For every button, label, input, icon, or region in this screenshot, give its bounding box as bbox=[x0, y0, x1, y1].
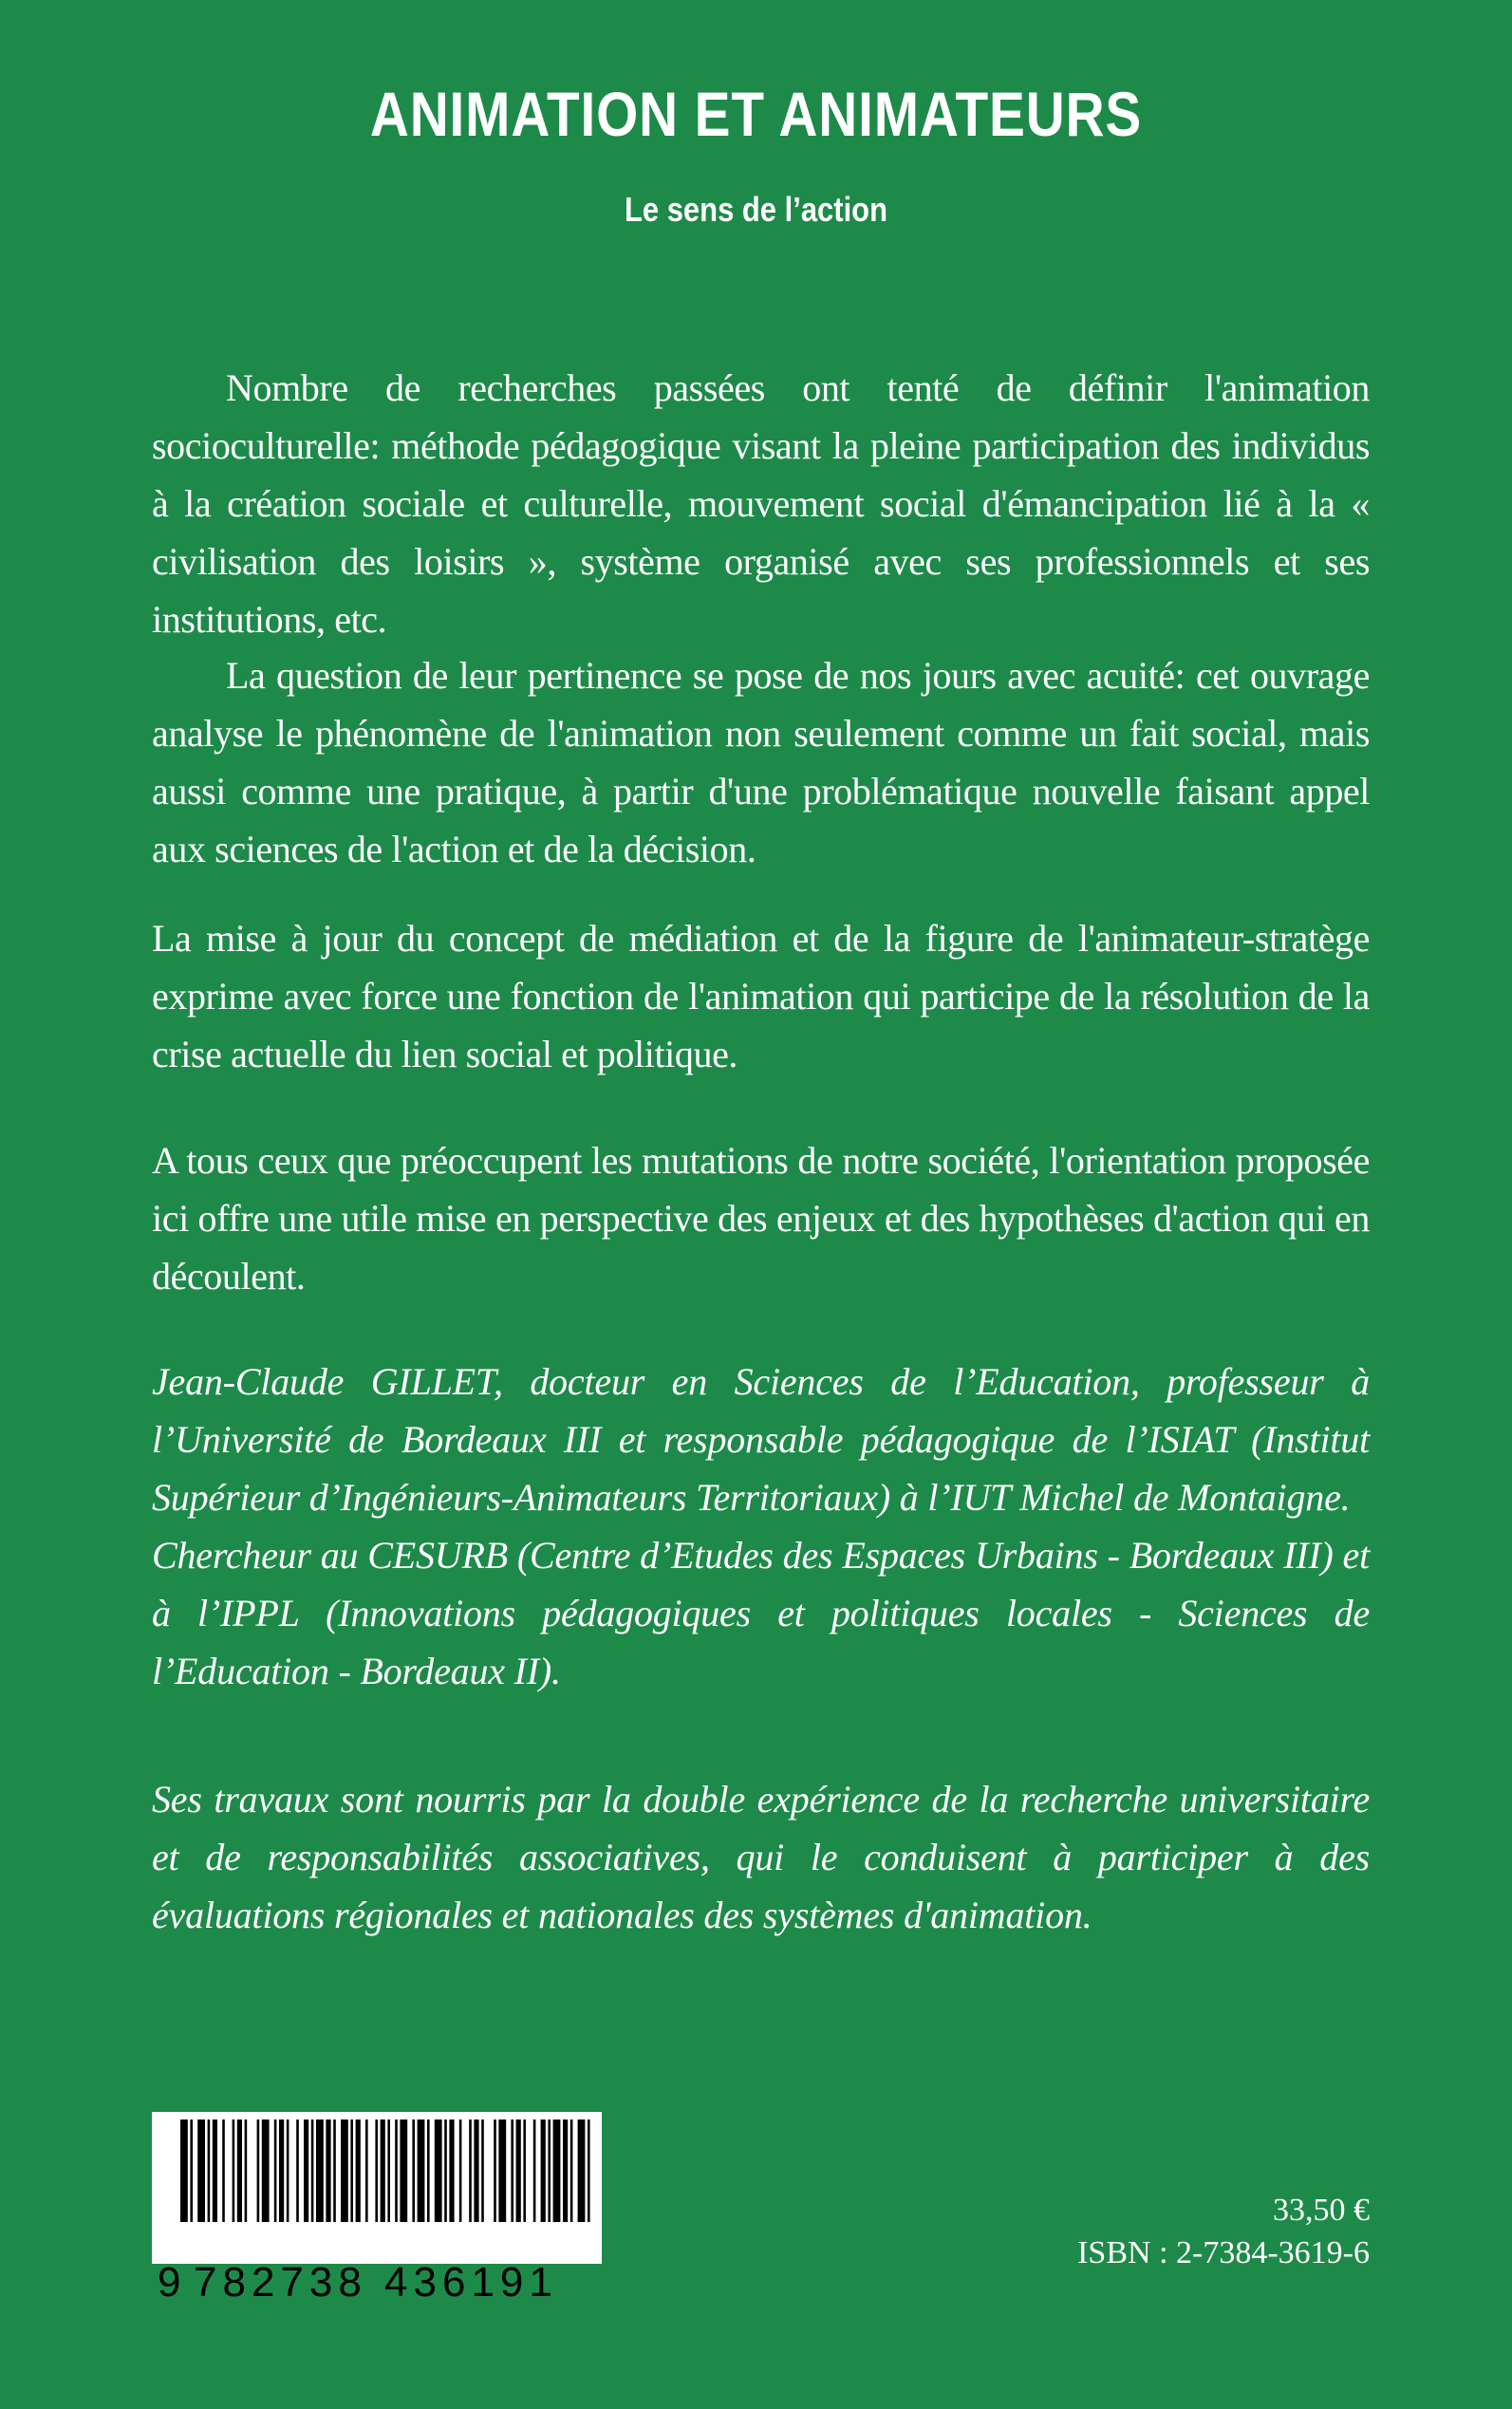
author-bio bbox=[152, 1353, 1370, 1700]
summary-paragraph-2: La question de leur pertinence se pose de nos jours avec acuité: cet ouvrage analyse le phénomène de l'animation non seulement comme un fait social, mais aussi comme une pratique, à partir d'une problématique nouvelle faisant appel aux sciences de l'action et de la décision. bbox=[152, 654, 1370, 870]
summary-paragraph-3: La mise à jour du concept de médiation et de la figure de l'animateur-stratège exprime avec force une fonction de l'animation qui participe de la résolution de la crise actuelle du lien social et politique. bbox=[152, 917, 1370, 1075]
summary-paragraph-1: Nombre de recherches passées ont tenté de définir l'animation socioculturelle: méthode pédagogique visant la pleine participation des individus à la création sociale et culturelle, mouvement social d'émancipation lié à la « civilisation des loisirs », système organisé avec ses professionnels et ses institutions, etc. bbox=[152, 366, 1370, 641]
summary-paragraph-4: A tous ceux que préoccupent les mutations de notre société, l'orientation proposée ici offre une utile mise en perspective des enjeux et des hypothèses d'action qui en découlent. bbox=[152, 1139, 1370, 1298]
author-bio-line-1: Jean-Claude GILLET, docteur en Sciences de l’Education, professeur à l’Université de Bordeaux III et responsable pédagogique de l’ISIAT (Institut Supérieur d’Ingénieurs-Animateurs Territoriaux) à l’IUT Michel de Montaigne. bbox=[152, 1360, 1370, 1519]
barcode-first-digit: 9 bbox=[158, 2259, 187, 2306]
author-work: Ses travaux sont nourris par la double expérience de la recherche universitaire et de responsabilités associatives, qui le conduisent à participer à des évaluations régionales et nationales des systèmes d'animation. bbox=[152, 1778, 1370, 1936]
barcode-bars-icon bbox=[152, 2112, 602, 2226]
author-bio-line-2: Chercheur au CESURB (Centre d’Etudes des Espaces Urbains - Bordeaux III) et à l’IPPL (Innovations pédagogiques et politiques locales - Sciences de l’Education - Bordeaux II). bbox=[152, 1534, 1370, 1692]
price: 33,50 € bbox=[1273, 2193, 1370, 2228]
book-title: ANIMATION ET ANIMATEURS bbox=[369, 79, 1143, 149]
book-subtitle: Le sens de l’action bbox=[624, 190, 888, 229]
isbn: ISBN : 2-7384-3619-6 bbox=[1077, 2235, 1370, 2270]
barcode-number: 782738 436191 bbox=[194, 2259, 558, 2306]
barcode bbox=[152, 2112, 602, 2306]
